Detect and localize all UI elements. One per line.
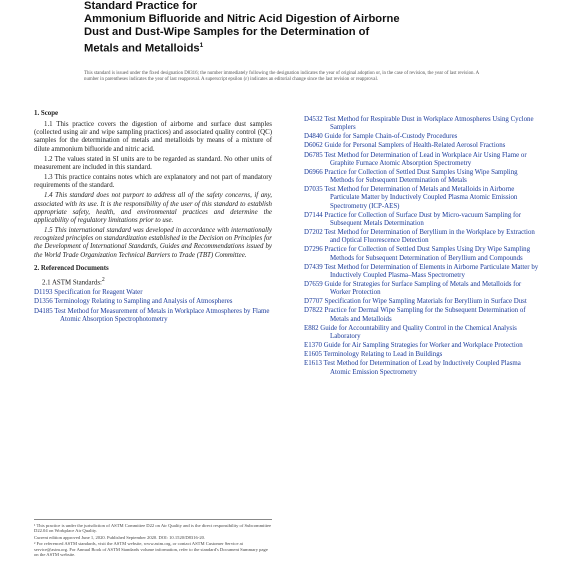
reference-item bbox=[304, 212, 542, 228]
reference-code-link[interactable]: E882 bbox=[304, 324, 319, 332]
reference-title: Test Method for Determination of Lead by Inductively Coupled Plasma Atomic Emission Spectrometry bbox=[323, 360, 521, 376]
reference-title: Test Method for Determination of Elements in Airborne Particulate Matter by Inductively Coupled Plasma–Mass Spectrometry bbox=[324, 263, 539, 279]
title-footnote-mark: 1 bbox=[199, 42, 204, 49]
reference-code-link[interactable]: D6966 bbox=[304, 168, 323, 176]
reference-title: Practice for Dermal Wipe Sampling for the Subsequent Determination of Metals and Metalloids bbox=[324, 307, 526, 323]
reference-code-link[interactable]: D7822 bbox=[304, 307, 323, 315]
reference-item bbox=[304, 229, 542, 245]
reference-code-link[interactable]: D1356 bbox=[34, 298, 53, 306]
scope-para-1-1: 1.1 This practice covers the digestion of airborne and surface dust samples (collected using air and wipe sampling practices) and associated quality control (QC) samples for the determination of metals and metalloids by means of a mixture of dilute ammonium bifluoride and nitric acid. bbox=[34, 121, 272, 153]
designation-preamble: This standard is issued under the fixed designation D8316; the number immediately following the designation indicates the year of original adoption or, in the case of revision, the year of last revision. A number in parentheses indicates the year of last reapproval. A superscript epsilon (ε) indicates an editorial change since the last revision or reapproval. bbox=[84, 71, 479, 83]
reference-item bbox=[304, 325, 542, 341]
reference-code-link[interactable]: D7707 bbox=[304, 298, 323, 306]
reference-title: Terminology Relating to Lead in Buildings bbox=[323, 351, 443, 359]
astm-standards-subheading bbox=[42, 276, 272, 287]
scope-para-1-2: 1.2 The values stated in SI units are to be regarded as standard. No other units of measurement are included in this standard. bbox=[34, 155, 272, 171]
reference-title: Test Method for Measurement of Metals in Workplace Atmospheres by Flame Atomic Absorption Spectrophotometry bbox=[54, 307, 270, 323]
reference-code-link[interactable]: D4840 bbox=[304, 133, 323, 141]
reference-title: Specification for Wipe Sampling Materials for Beryllium in Surface Dust bbox=[324, 298, 527, 306]
reference-code-link[interactable]: D4532 bbox=[304, 116, 323, 123]
left-column bbox=[34, 110, 272, 325]
reference-code-link[interactable]: D4185 bbox=[34, 307, 53, 315]
references-heading: 2. Referenced Documents bbox=[34, 264, 109, 272]
reference-item bbox=[34, 289, 272, 297]
reference-title: Guide for Air Sampling Strategies for Worker and Workplace Protection bbox=[323, 342, 523, 350]
footnote-1-edition: Current edition approved June 1, 2020. Published September 2020. DOI: 10.1520/D8316-20. bbox=[34, 534, 206, 540]
footnote-2: ² For referenced ASTM standards, visit the ASTM website, www.astm.org, or contact ASTM Customer Service at service@astm.org. For Annual Book of ASTM Standards volume information, refer to the standard's Document Summary page on the ASTM website. bbox=[34, 541, 268, 558]
reference-title: Guide for Strategies for Surface Sampling of Metals and Metalloids for Worker Protection bbox=[324, 280, 522, 297]
scope-heading: 1. Scope bbox=[34, 110, 59, 117]
reference-code-link[interactable]: D6062 bbox=[304, 142, 323, 150]
reference-title: Guide for Personal Samplers of Health-Related Aerosol Fractions bbox=[324, 142, 506, 150]
astm-standards-label: 2.1 ASTM Standards: bbox=[42, 279, 102, 287]
reference-item bbox=[304, 169, 542, 185]
reference-code-link[interactable]: E1613 bbox=[304, 360, 322, 368]
reference-code-link[interactable]: D1193 bbox=[34, 289, 53, 297]
reference-title: Test Method for Determination of Lead in Workplace Air Using Flame or Graphite Furnace Atomic Absorption Spectrometry bbox=[324, 151, 527, 167]
right-column bbox=[304, 116, 542, 378]
scope-para-1-4: 1.4 This standard does not purport to address all of the safety concerns, if any, associated with its use. It is the responsibility of the user of this standard to establish appropriate safety, health, and environmental practices and determine the applicability of regulatory limitations prior to use. bbox=[34, 192, 272, 224]
reference-title: Practice for Collection of Surface Dust by Micro-vacuum Sampling for Subsequent Metals Determination bbox=[324, 211, 522, 227]
reference-item bbox=[304, 360, 542, 376]
reference-item bbox=[304, 186, 542, 210]
left-reference-list bbox=[34, 289, 272, 324]
title-line-3 bbox=[84, 39, 484, 56]
reference-item bbox=[304, 133, 542, 141]
reference-code-link[interactable]: D7659 bbox=[304, 280, 323, 288]
footnotes bbox=[34, 519, 272, 558]
reference-item bbox=[34, 308, 272, 324]
reference-title: Terminology Relating to Sampling and Analysis of Atmospheres bbox=[54, 298, 233, 306]
reference-code-link[interactable]: D7296 bbox=[304, 246, 323, 254]
reference-item bbox=[304, 342, 542, 350]
reference-title: Guide for Accountability and Quality Control in the Chemical Analysis Laboratory bbox=[320, 324, 517, 340]
scope-para-1-3: 1.3 This practice contains notes which are explanatory and not part of mandatory requirements of the standard. bbox=[34, 174, 272, 190]
standard-subtitle: Standard Practice for bbox=[84, 0, 198, 12]
title-line-2: Dust and Dust-Wipe Samples for the Determination of bbox=[84, 26, 370, 38]
astm-footnote-mark: 2 bbox=[101, 276, 105, 283]
reference-code-link[interactable]: D7439 bbox=[304, 263, 323, 271]
reference-item bbox=[304, 351, 542, 359]
reference-title: Practice for Collection of Settled Dust Samples Using Dry Wipe Sampling Methods for Subsequent Determination of Beryllium and Compounds bbox=[324, 246, 531, 262]
reference-item bbox=[304, 281, 542, 297]
reference-item bbox=[304, 298, 542, 306]
title-line-1: Ammonium Bifluoride and Nitric Acid Digestion of Airborne bbox=[84, 13, 400, 25]
reference-title: Test Method for Determination of Metals and Metalloids in Airborne Particulate Matter by Inductively Coupled Plasma Atomic Emission Spectrometry (ICP-AES) bbox=[324, 186, 518, 210]
title-line-3-text: Metals and Metalloids bbox=[84, 42, 200, 55]
footnote-1: ¹ This practice is under the jurisdiction of ASTM Committee D22 on Air Quality and is the direct responsibility of Subcommittee D22.04 on Workplace Air Quality. bbox=[34, 523, 272, 534]
reference-item bbox=[304, 264, 542, 280]
reference-item bbox=[304, 246, 542, 262]
reference-code-link[interactable]: E1370 bbox=[304, 342, 322, 350]
reference-title: Practice for Collection of Settled Dust Samples Using Wipe Sampling Methods for Subsequent Determination of Metals bbox=[324, 168, 518, 185]
reference-item bbox=[304, 142, 542, 150]
reference-item bbox=[304, 152, 542, 168]
reference-code-link[interactable]: E1605 bbox=[304, 351, 322, 359]
right-reference-list bbox=[304, 116, 542, 377]
reference-code-link[interactable]: D7202 bbox=[304, 229, 323, 237]
reference-item bbox=[304, 307, 542, 323]
reference-code-link[interactable]: D7144 bbox=[304, 211, 323, 219]
reference-item bbox=[34, 298, 272, 306]
reference-title: Guide for Sample Chain-of-Custody Procedures bbox=[324, 133, 458, 141]
scope-para-1-5: 1.5 This international standard was developed in accordance with internationally recognized principles on standardization established in the Decision on Principles for the Development of International Standards, Guides and Recommendations issued by the World Trade Organization Technical Barriers to Trade (TBT) Committee. bbox=[34, 227, 272, 259]
reference-code-link[interactable]: D6785 bbox=[304, 151, 323, 159]
reference-title: Test Method for Determination of Beryllium in the Workplace by Extraction and Optical Fluorescence Detection bbox=[324, 229, 535, 245]
title-block bbox=[84, 0, 484, 56]
reference-code-link[interactable]: D7035 bbox=[304, 186, 323, 194]
reference-title: Test Method for Respirable Dust in Workplace Atmospheres Using Cyclone Samplers bbox=[324, 116, 534, 132]
reference-item bbox=[304, 116, 542, 132]
reference-title: Specification for Reagent Water bbox=[54, 289, 143, 297]
